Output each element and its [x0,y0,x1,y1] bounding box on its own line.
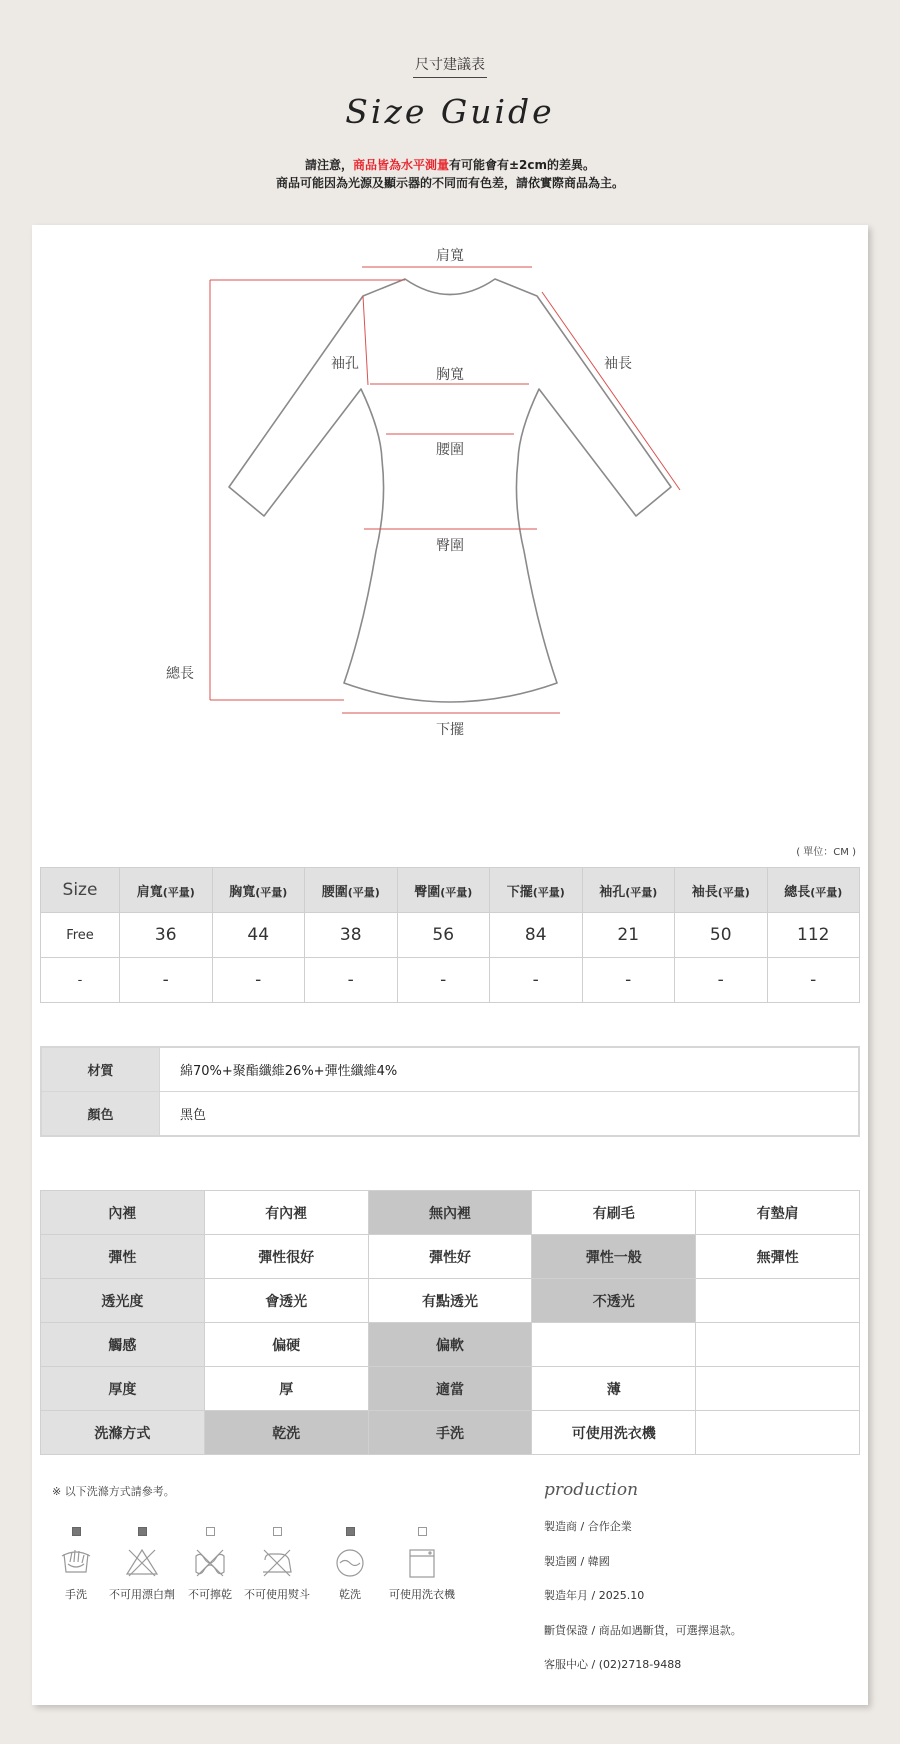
feature-option: 薄 [532,1367,696,1411]
size-header-cell [305,868,398,913]
size-header-name: Size [62,880,98,900]
label-length: 總長 [166,666,194,682]
size-header-name: 袖長 [691,884,718,900]
feature-row [41,1279,860,1323]
size-cell: - [582,958,675,1003]
size-table [40,867,860,1003]
page-title: Size Guide [345,92,555,131]
dry-clean-icon [332,1546,368,1580]
feature-option: 會透光 [204,1279,368,1323]
no-wring-icon [192,1546,228,1580]
size-header-name: 袖孔 [599,884,626,900]
label-sleeve: 袖長 [604,356,632,372]
size-cell: 112 [767,913,860,958]
wash-item [310,1527,390,1602]
size-cell: 38 [305,913,398,958]
feature-option: 偏硬 [204,1323,368,1367]
wash-item [237,1527,317,1602]
material-value: 綿70%+聚酯纖維26%+彈性纖維4% [160,1047,860,1092]
size-header-cell [582,868,675,913]
wash-checkbox [72,1527,81,1536]
size-header-cell [212,868,305,913]
size-cell: 44 [212,913,305,958]
feature-option: 厚 [204,1367,368,1411]
size-header-name: 肩寬 [136,884,163,900]
size-header-cell [41,868,120,913]
size-cell: 21 [582,913,675,958]
size-header-sub: (平量) [717,885,750,899]
production-line: 斷貨保證 / 商品如遇斷貨，可選擇退款。 [544,1623,742,1637]
size-cell: - [120,958,213,1003]
production-line: 客服中心 / (02)2718-9488 [544,1658,682,1671]
size-header-name: 臀圍 [414,884,441,900]
size-cell: - [767,958,860,1003]
material-row [41,1047,859,1092]
wash-label: 不可使用熨斗 [244,1588,310,1601]
feature-option: 有點透光 [368,1279,532,1323]
size-header-name: 下擺 [506,884,533,900]
feature-label: 厚度 [41,1367,205,1411]
feature-option: 不透光 [532,1279,696,1323]
size-header-name: 腰圍 [321,884,348,900]
feature-option [696,1323,860,1367]
label-hip: 臀圍 [436,538,464,554]
feature-option: 彈性一般 [532,1235,696,1279]
size-header-name: 胸寬 [229,884,256,900]
label-chest: 胸寬 [436,367,464,383]
size-cell: 84 [490,913,583,958]
feature-option: 無彈性 [696,1235,860,1279]
wash-label: 不可擰乾 [188,1588,232,1601]
wash-label: 不可用漂白劑 [109,1588,175,1601]
size-cell: - [41,958,120,1003]
feature-table [40,1190,860,1455]
production-line: 製造國 / 韓國 [544,1554,610,1568]
wash-item [382,1527,462,1602]
feature-row [41,1323,860,1367]
size-header-name: 總長 [784,884,811,900]
size-header-sub: (平量) [810,885,843,899]
size-cell: - [212,958,305,1003]
size-table-header [41,868,860,913]
material-label: 材質 [41,1047,160,1092]
material-row [41,1092,859,1137]
feature-option [696,1279,860,1323]
feature-label: 內裡 [41,1191,205,1235]
size-header-sub: (平量) [255,885,288,899]
wash-checkbox [138,1527,147,1536]
size-header-sub: (平量) [162,885,195,899]
production-line: 製造商 / 合作企業 [544,1520,632,1533]
page-eyebrow: 尺寸建議表 [0,54,900,74]
wash-checkbox [346,1527,355,1536]
feature-label: 觸感 [41,1323,205,1367]
feature-label: 洗滌方式 [41,1411,205,1455]
size-cell: - [675,958,768,1003]
size-cell: - [490,958,583,1003]
feature-option [696,1367,860,1411]
size-header-cell [675,868,768,913]
header [0,0,900,225]
notice-highlight: 商品皆為水平測量 [352,158,449,172]
size-cell: Free [41,913,120,958]
size-cell: - [305,958,398,1003]
size-header-sub: (平量) [440,885,473,899]
unit-note: ( 單位：CM ) [796,847,856,858]
wash-label: 可使用洗衣機 [389,1588,455,1601]
feature-row [41,1411,860,1455]
wash-checkbox [273,1527,282,1536]
label-hem: 下擺 [436,722,464,738]
wash-checkbox [418,1527,427,1536]
feature-label: 透光度 [41,1279,205,1323]
size-guide-card [32,225,868,1705]
size-table-row [41,958,860,1003]
wash-label: 手洗 [65,1588,87,1601]
feature-option: 有墊肩 [696,1191,860,1235]
feature-option [696,1411,860,1455]
feature-option: 可使用洗衣機 [532,1411,696,1455]
size-header-cell [397,868,490,913]
feature-option: 偏軟 [368,1323,532,1367]
no-iron-icon [259,1546,295,1580]
feature-label: 彈性 [41,1235,205,1279]
wash-note: ※ 以下洗滌方式請參考。 [52,1485,175,1498]
size-header-cell [767,868,860,913]
feature-option: 適當 [368,1367,532,1411]
measurement-notice: 請注意，商品皆為水平測量有可能會有±2cm的差異。 商品可能因為光源及顯示器的不同而有色差，請依實際商品為主。 [275,158,624,190]
dress-outline [229,279,671,702]
size-header-sub: (平量) [347,885,380,899]
label-waist: 腰圍 [436,442,464,458]
size-header-sub: (平量) [532,885,565,899]
feature-row [41,1191,860,1235]
wash-label: 乾洗 [339,1588,361,1601]
armhole-line [363,296,368,385]
label-shoulder: 肩寬 [436,248,464,264]
material-value: 黑色 [160,1092,860,1137]
size-header-cell [490,868,583,913]
label-armhole: 袖孔 [331,356,359,372]
hand-wash-icon [58,1546,94,1580]
feature-option: 手洗 [368,1411,532,1455]
size-header-cell [120,868,213,913]
material-label: 顏色 [41,1092,160,1137]
feature-option: 乾洗 [204,1411,368,1455]
wash-checkbox [206,1527,215,1536]
feature-option: 無內裡 [368,1191,532,1235]
material-table [40,1046,860,1137]
feature-option: 有刷毛 [532,1191,696,1235]
production-line: 製造年月 / 2025.10 [544,1589,645,1602]
feature-row [41,1235,860,1279]
washing-machine-icon [404,1546,440,1580]
no-bleach-icon [124,1546,160,1580]
feature-option: 有內裡 [204,1191,368,1235]
size-cell: 50 [675,913,768,958]
sleeve-line [542,292,680,490]
production-title: production [544,1480,639,1500]
feature-option: 彈性好 [368,1235,532,1279]
feature-row [41,1367,860,1411]
size-table-row [41,913,860,958]
feature-option: 彈性很好 [204,1235,368,1279]
size-header-sub: (平量) [625,885,658,899]
size-cell: 56 [397,913,490,958]
size-cell: - [397,958,490,1003]
size-cell: 36 [120,913,213,958]
feature-option [532,1323,696,1367]
